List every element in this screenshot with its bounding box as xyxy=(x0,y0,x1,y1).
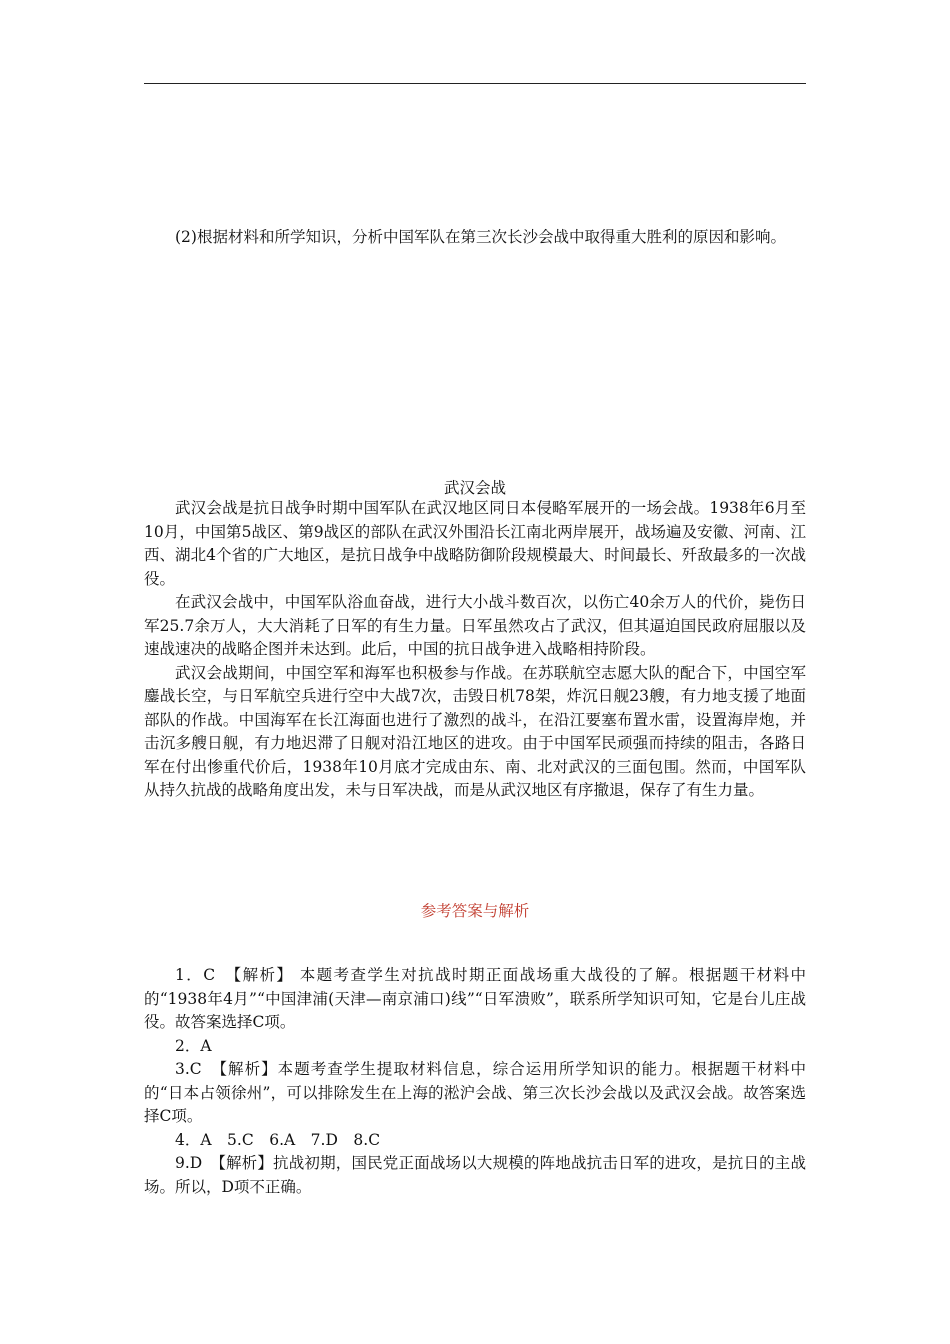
article-paragraph: 在武汉会战中，中国军队浴血奋战，进行大小战斗数百次，以伤亡40余万人的代价，毙伤日军25.7余万人，大大消耗了日军的有生力量。日军虽然攻占了武汉，但其逼迫国民政府屈服以及速战速决的战略企图并未达到。此后，中国的抗日战争进入战略相持阶段。 xyxy=(144,593,806,658)
answers-list xyxy=(144,964,806,1199)
question-2-text: (2)根据材料和所学知识，分析中国军队在第三次长沙会战中取得重大胜利的原因和影响。 xyxy=(175,228,786,246)
answer-item: 4．A 5.C 6.A 7.D 8.C xyxy=(175,1130,381,1149)
article-title: 武汉会战 xyxy=(443,479,506,497)
answer-item: 1．C 【解析】 本题考查学生对抗战时期正面战场重大战役的了解。根据题干材料中的“1938年4月”“中国津浦(天津—南京浦口)线”“日军溃败”，联系所学知识可知，它是台儿庄战役。故答案选择C项。 xyxy=(144,966,806,1031)
answer-item: 3.C 【解析】本题考查学生提取材料信息，综合运用所学知识的能力。根据题干材料中的“日本占领徐州”，可以排除发生在上海的淞沪会战、第三次长沙会战以及武汉会战。故答案选择C项。 xyxy=(144,1060,806,1125)
article-body xyxy=(144,497,806,803)
article-paragraph: 武汉会战期间，中国空军和海军也积极参与作战。在苏联航空志愿大队的配合下，中国空军鏖战长空，与日军航空兵进行空中大战7次，击毁日机78架，炸沉日舰23艘，有力地支援了地面部队的作战。中国海军在长江海面也进行了激烈的战斗，在沿江要塞布置水雷，设置海岸炮，并击沉多艘日舰，有力地迟滞了日舰对沿江地区的进攻。由于中国军民顽强而持续的阻击，各路日军在付出惨重代价后，1938年10月底才完成由东、南、北对武汉的三面包围。然而，中国军队从持久抗战的战略角度出发，未与日军决战，而是从武汉地区有序撤退，保存了有生力量。 xyxy=(144,663,806,799)
article-paragraph: 武汉会战是抗日战争时期中国军队在武汉地区同日本侵略军展开的一场会战。1938年6月至10月，中国第5战区、第9战区的部队在武汉外围沿长江南北两岸展开，战场遍及安徽、河南、江西、湖北4个省的广大地区，是抗日战争中战略防御阶段规模最大、时间最长、歼敌最多的一次战役。 xyxy=(144,499,806,588)
header-rule xyxy=(144,83,806,84)
answers-title: 参考答案与解析 xyxy=(420,902,530,920)
answer-item: 2．A xyxy=(175,1036,212,1055)
answer-item: 9.D 【解析】抗战初期，国民党正面战场以大规模的阵地战抗击日军的进攻，是抗日的主战场。所以，D项不正确。 xyxy=(144,1154,806,1196)
question-2 xyxy=(144,226,806,250)
